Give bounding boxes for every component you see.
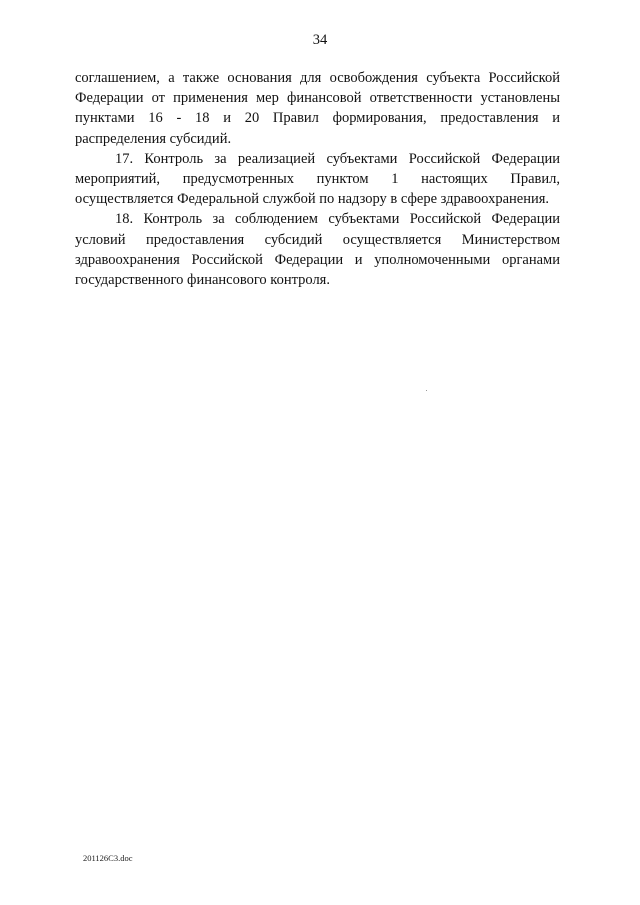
page-number: 34	[312, 32, 328, 48]
footer-file-code: 201126C3.doc	[83, 853, 133, 863]
scan-speck	[426, 390, 427, 391]
paragraph-18: 18. Контроль за соблюдением субъектами Российской Федерации условий предоставления субсидий осуществляется Министерством здравоохранения Российской Федерации и уполномоченными органами государственного финансового контроля.	[75, 211, 560, 289]
paragraph-continuation: соглашением, а также основания для освобождения субъекта Российской Федерации от применения мер финансовой ответственности установлены пунктами 16 - 18 и 20 Правил формирования, предоставления и распределения субсидий.	[75, 70, 560, 147]
body-text	[75, 68, 560, 290]
paragraph-17: 17. Контроль за реализацией субъектами Российской Федерации мероприятий, предусмотренных пунктом 1 настоящих Правил, осуществляется Федеральной службой по надзору в сфере здравоохранения.	[75, 150, 560, 208]
